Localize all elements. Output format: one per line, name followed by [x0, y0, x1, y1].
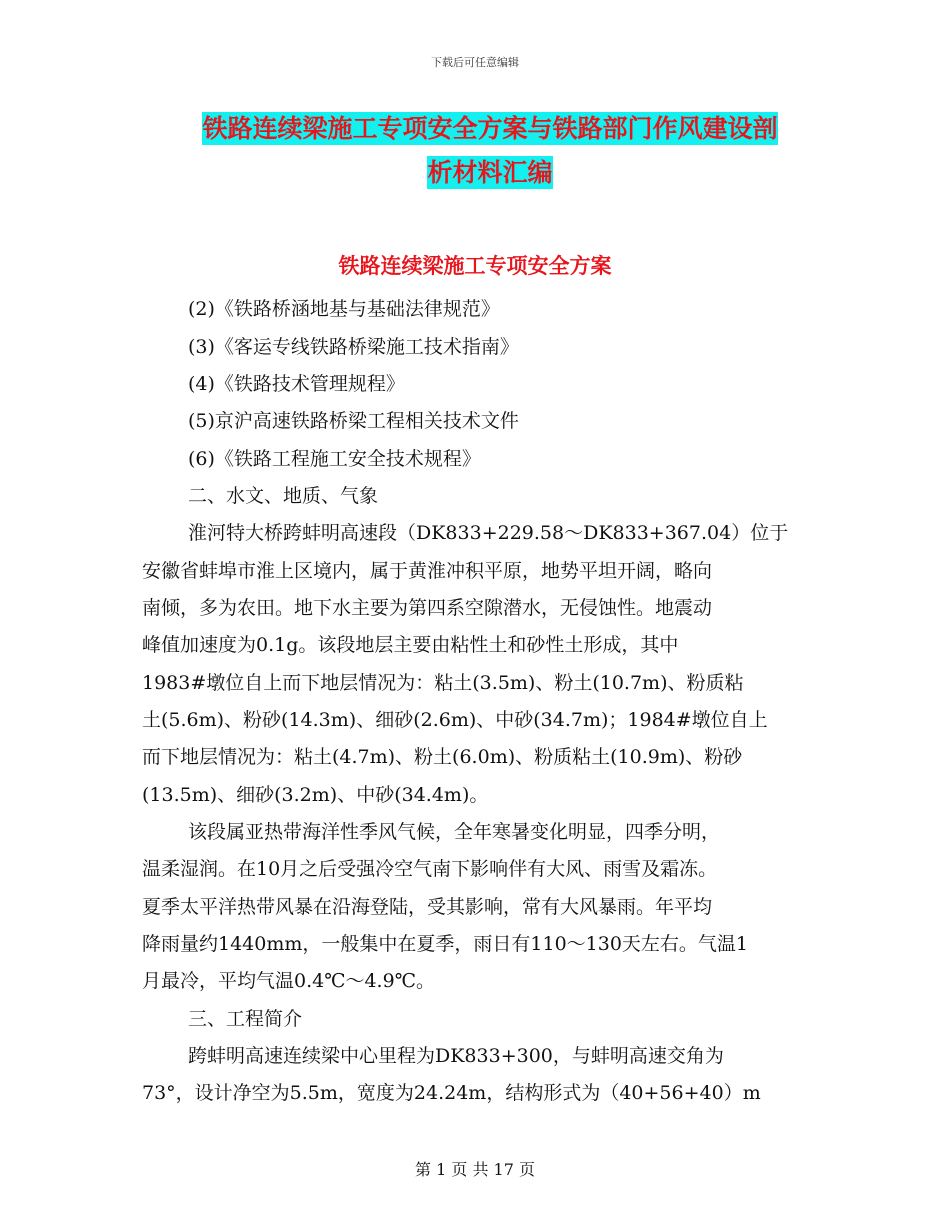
paragraph-line: 跨蚌明高速连续梁中心里程为DK833+300，与蚌明高速交角为 — [188, 1045, 724, 1067]
section-heading-project: 三、工程简介 — [188, 1008, 303, 1030]
paragraph-line: 南倾，多为农田。地下水主要为第四系空隙潜水，无侵蚀性。地震动 — [142, 597, 713, 619]
paragraph-line: 峰值加速度为0.1g。该段地层主要由粘性土和砂性土形成，其中 — [142, 634, 679, 656]
paragraph-line: 1983#墩位自上而下地层情况为：粘土(3.5m)、粉土(10.7m)、粉质粘 — [142, 672, 744, 694]
paragraph-line: 温柔湿润。在10月之后受强冷空气南下影响伴有大风、雨雪及霜冻。 — [142, 858, 718, 880]
paragraph-line: 73°，设计净空为5.5m，宽度为24.24m，结构形式为（40+56+40）m — [142, 1082, 761, 1104]
reference-item-4: (4)《铁路技术管理规程》 — [188, 373, 405, 395]
paragraph-line: (13.5m)、细砂(3.2m)、中砂(34.4m)。 — [142, 784, 489, 806]
paragraph-line: 月最冷，平均气温0.4℃～4.9℃。 — [142, 970, 435, 992]
document-title-line-2 — [140, 158, 840, 188]
page-number-footer: 第 1 页 共 17 页 — [415, 1160, 535, 1179]
reference-item-3: (3)《客运专线铁路桥梁施工技术指南》 — [188, 336, 519, 358]
paragraph-line: 该段属亚热带海洋性季风气候，全年寒暑变化明显，四季分明， — [188, 821, 721, 843]
section-heading-hydrology: 二、水文、地质、气象 — [188, 485, 379, 507]
page-header-note: 下载后可任意编辑 — [431, 56, 519, 69]
paragraph-line: 安徽省蚌埠市淮上区境内，属于黄淮冲积平原，地势平坦开阔，略向 — [142, 560, 713, 582]
reference-item-5: (5)京沪高速铁路桥梁工程相关技术文件 — [188, 410, 519, 432]
section-title: 铁路连续梁施工专项安全方案 — [338, 254, 612, 278]
reference-item-6: (6)《铁路工程施工安全技术规程》 — [188, 448, 481, 470]
paragraph-line: 夏季太平洋热带风暴在沿海登陆，受其影响，常有大风暴雨。年平均 — [142, 896, 713, 918]
paragraph-line: 而下地层情况为：粘土(4.7m)、粉土(6.0m)、粉质粘土(10.9m)、粉砂 — [142, 746, 743, 768]
paragraph-line: 土(5.6m)、粉砂(14.3m)、细砂(2.6m)、中砂(34.7m)；1984#墩位自上 — [142, 709, 768, 731]
title-line-1-text: 铁路连续梁施工专项安全方案与铁路部门作风建设剖 — [202, 114, 778, 143]
paragraph-line: 淮河特大桥跨蚌明高速段（DK833+229.58～DK833+367.04）位于 — [188, 522, 789, 544]
paragraph-line: 降雨量约1440mm，一般集中在夏季，雨日有110～130天左右。气温1 — [142, 933, 749, 955]
document-title-line-1 — [140, 114, 840, 144]
title-line-2-text: 析材料汇编 — [427, 158, 553, 187]
reference-item-2: (2)《铁路桥涵地基与基础法律规范》 — [188, 298, 500, 320]
